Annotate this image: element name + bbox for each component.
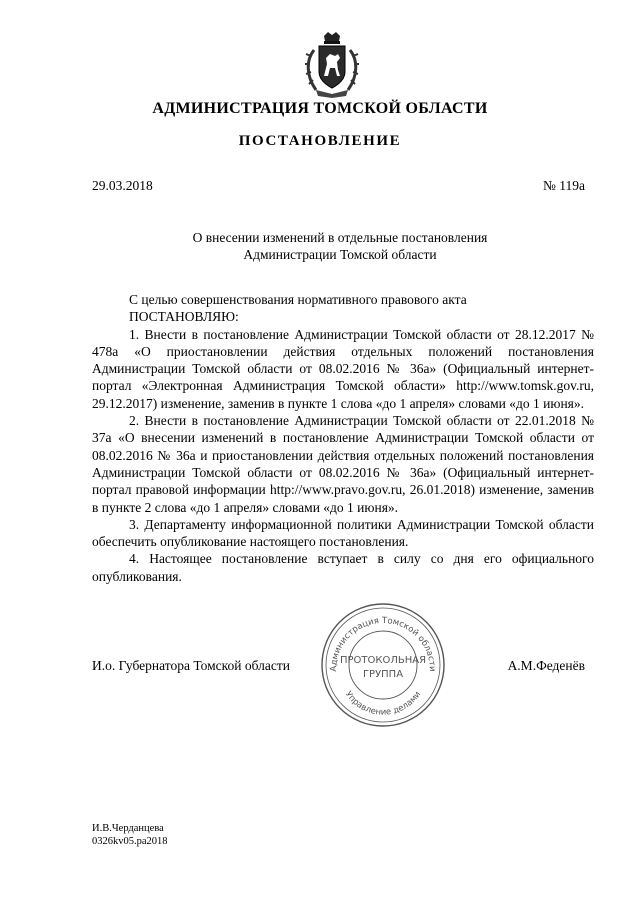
body-item-2: 2. Внести в постановление Администрации Томской области от 22.01.2018 № 37а «О внесении изменений в постановление Администрации Томской области от 08.02.2016 № 36а и приостановлении действия отдельных положений постановления Администрации Томской области от 08.02.2016 № 36а» (Официальный интернет-портал правовой информации http://www.pravo.gov.ru, 26.01.2018) изменение, заменив в пункте 2 слова «до 1 апреля» словами «до 1 июня». <box>92 413 594 515</box>
body-item-1: 1. Внести в постановление Администрации Томской области от 28.12.2017 № 478а «О приостановлении действия отдельных положений постановления Администрации Томской области от 08.02.2016 № 36а» (Официальный интернет-портал «Электронная Администрация Томской области» http://www.tomsk.gov.ru, 29.12.2017) изменение, заменив в пункте 1 слова «до 1 апреля» словами «до 1 июня». <box>92 326 594 411</box>
stamp-outer-top: Администрация Томской области <box>328 615 438 672</box>
document-type: ПОСТАНОВЛЕНИЕ <box>238 133 402 149</box>
signatory-position: И.о. Губернатора Томской области <box>92 658 290 673</box>
body-intro: С целью совершенствования нормативного правового акта <box>129 292 467 307</box>
organization-title: АДМИНИСТРАЦИЯ ТОМСКОЙ ОБЛАСТИ <box>152 100 488 117</box>
document-body <box>92 291 594 585</box>
executor-name: И.В.Черданцева <box>92 823 164 834</box>
stamp-inner-line-2: ГРУППА <box>362 669 404 680</box>
stamp-inner-line-1: ПРОТОКОЛЬНАЯ <box>339 655 427 666</box>
body-item-4: 4. Настоящее постановление вступает в силу со дня его официального опубликования. <box>92 551 594 584</box>
coat-of-arms-icon <box>302 32 362 98</box>
body-decree: ПОСТАНОВЛЯЮ: <box>129 309 239 325</box>
body-item-3: 3. Департаменту информационной политики Администрации Томской области обеспечить опубликование настоящего постановления. <box>92 516 594 550</box>
stamp-outer-bottom: Управление делами <box>342 689 424 718</box>
file-code: 0326kv05.pa2018 <box>92 836 168 847</box>
official-stamp <box>318 600 448 730</box>
document-date: 29.03.2018 <box>92 178 153 193</box>
document-footer <box>92 822 168 848</box>
document-subject <box>140 229 540 263</box>
document-number: № 119а <box>543 178 585 193</box>
signatory-name: А.М.Феденёв <box>507 658 585 673</box>
subject-line-2: Администрации Томской области <box>243 247 437 262</box>
subject-line-1: О внесении изменений в отдельные постановления <box>192 230 488 245</box>
